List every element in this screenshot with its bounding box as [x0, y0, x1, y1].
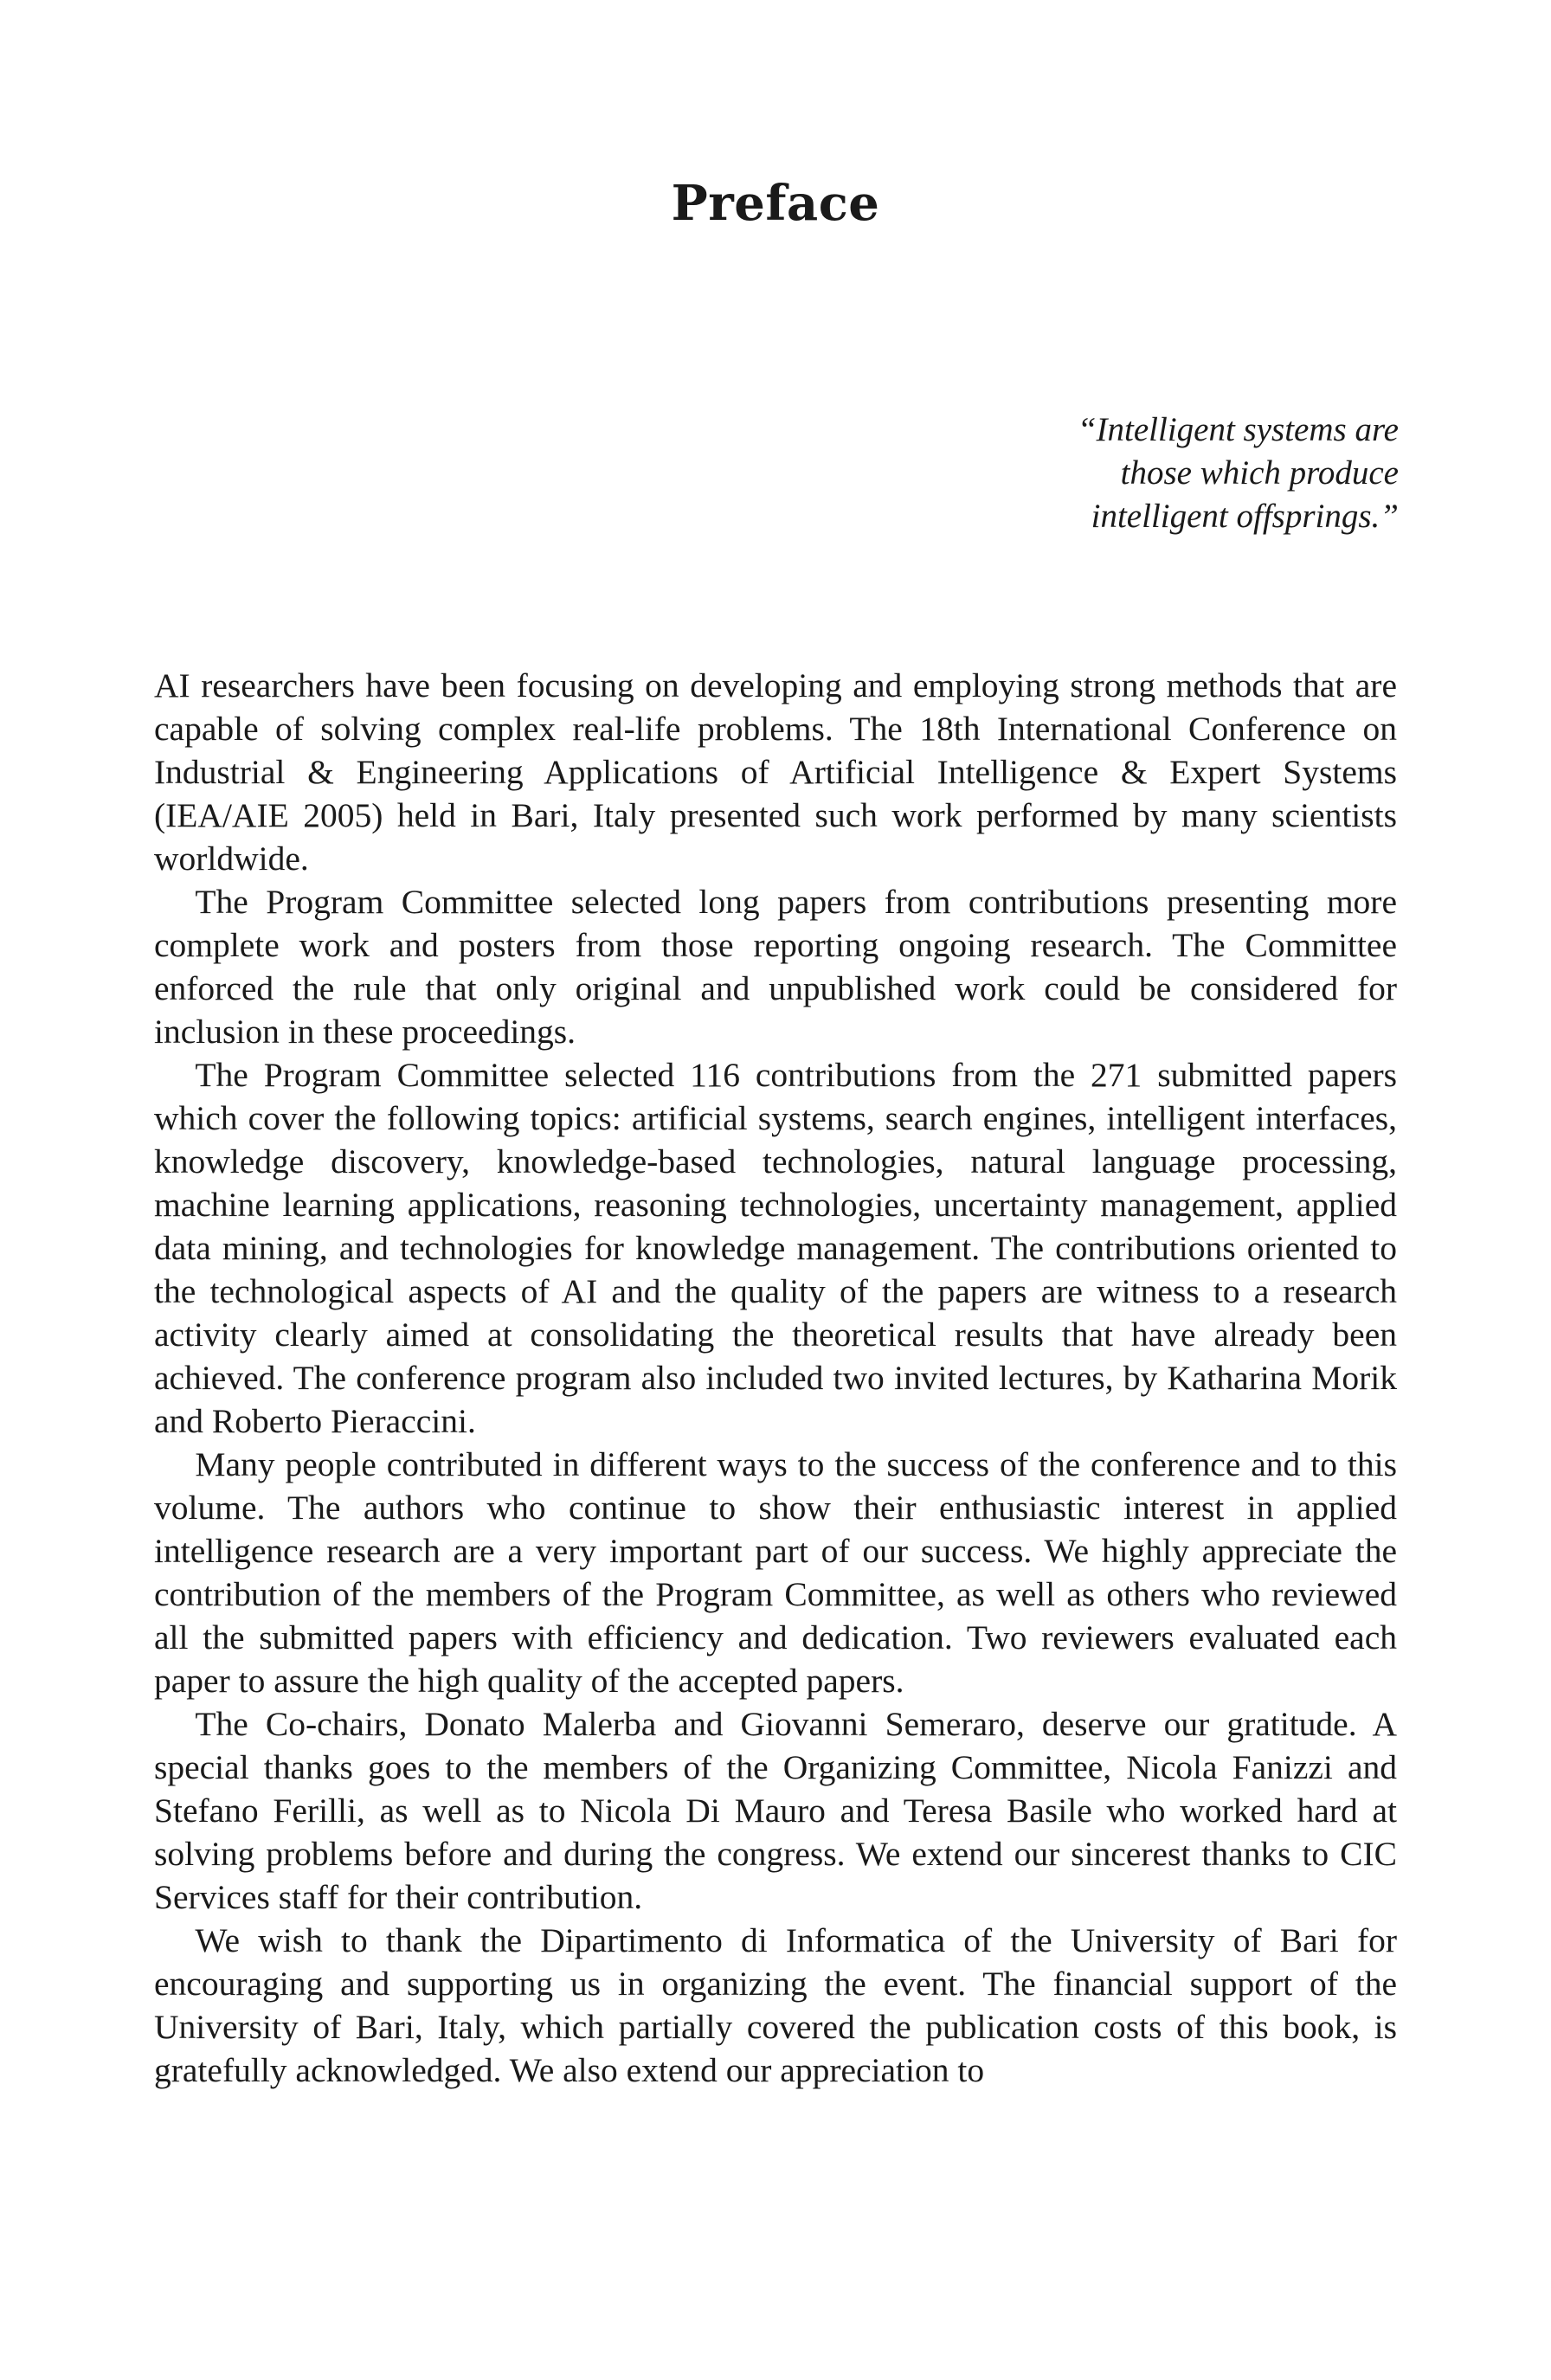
paragraph-1: AI researchers have been focusing on developing and employing strong methods that are capable of solving complex real-life problems. The 18th International Conference on Industrial & Engineering Applications of Artificial Intelligence & Expert Systems (IEA/AIE 2005) held in Bari, Italy presented such work performed by many scientists worldwide. [154, 666, 1397, 878]
epigraph-line: those which produce [1120, 454, 1399, 492]
page-title: Preface [671, 175, 880, 232]
epigraph-quote [879, 408, 1399, 538]
paragraph-6: We wish to thank the Dipartimento di Informatica of the University of Bari for encouraging and supporting us in organizing the event. The financial support of the University of Bari, Italy, which partially covered the publication costs of this book, is gratefully acknowledged. We also extend our appreciation to [154, 1921, 1397, 2089]
paragraph-5: The Co-chairs, Donato Malerba and Giovanni Semeraro, deserve our gratitude. A special thanks goes to the members of the Organizing Committee, Nicola Fanizzi and Stefano Ferilli, as well as to Nicola Di Mauro and Teresa Basile who worked hard at solving problems before and during the congress. We extend our sincerest thanks to CIC Services staff for their contribution. [154, 1705, 1397, 1916]
paragraph-4: Many people contributed in different ways to the success of the conference and to this volume. The authors who continue to show their enthusiastic interest in applied intelligence research are a very important part of our success. We highly appreciate the contribution of the members of the Program Committee, as well as others who reviewed all the submitted papers with efficiency and dedication. Two reviewers evaluated each paper to assure the high quality of the accepted papers. [154, 1445, 1397, 1700]
paragraph-3: The Program Committee selected 116 contributions from the 271 submitted papers which cover the following topics: artificial systems, search engines, intelligent interfaces, knowledge discovery, knowledge-based technologies, natural language processing, machine learning applications, reasoning technologies, uncertainty management, applied data mining, and technologies for knowledge management. The contributions oriented to the technological aspects of AI and the quality of the papers are witness to a research activity clearly aimed at consolidating the theoretical results that have already been achieved. The conference program also included two invited lectures, by Katharina Morik and Roberto Pieraccini. [154, 1056, 1397, 1440]
epigraph-line: intelligent offsprings.” [1091, 498, 1399, 535]
epigraph-line: “Intelligent systems are [1077, 411, 1399, 448]
paragraph-2: The Program Committee selected long papers from contributions presenting more complete work and posters from those reporting ongoing research. The Committee enforced the rule that only original and unpublished work could be considered for inclusion in these proceedings. [154, 883, 1397, 1051]
preface-body [154, 664, 1397, 2092]
